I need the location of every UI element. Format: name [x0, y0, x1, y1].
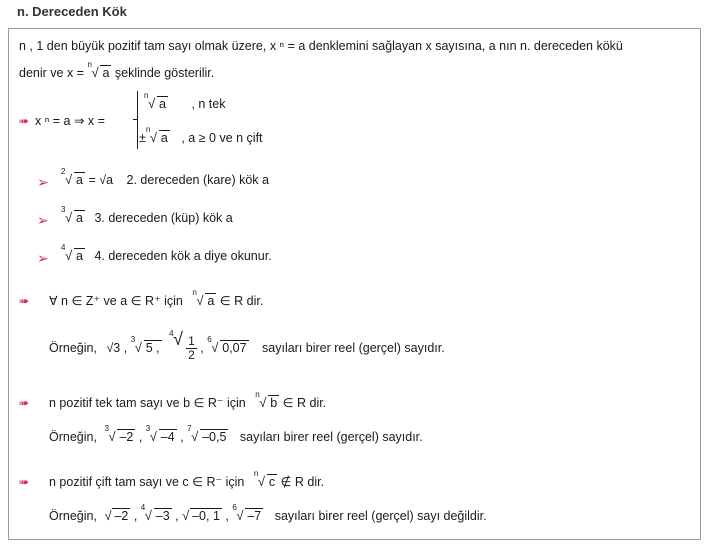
arrow-icon: ➠ [19, 294, 28, 308]
root-row-2: 2 √ a = √a 2. dereceden (kare) kök a [61, 167, 269, 187]
page-title: n. Dereceden Kök [17, 4, 127, 19]
intro-line-2 [19, 60, 215, 80]
case-row-1: n √ a , n tek [144, 91, 226, 111]
arrow-icon: ➠ [19, 114, 28, 128]
root-row-3: 3 √ a 3. dereceden (küp) kök a [61, 205, 233, 225]
intro-pre: denir ve x = [19, 66, 84, 80]
case-row-2: ± n √ a , a ≥ 0 ve n çift [139, 125, 263, 145]
example-3: Örneğin, √ –2 , 4 √ –3 , √ –0, 1 , 6 √ –7 sayıları birer reel (gerçel) sayı değildir. [49, 503, 487, 523]
rule-even: n pozitif çift tam sayı ve c ∈ R⁻ için n √ c ∉ R dir. [49, 469, 325, 489]
bullet-arrow-icon: ➢ [37, 212, 49, 228]
example-1: Örneğin, √3 , 3 √ 5 , 4 √ $\frac{1}{2}$ , 6 √ 0,07 sayıları birer reel (gerçel) sayıdır. [49, 329, 445, 362]
arrow-icon: ➠ [19, 475, 28, 489]
rule-positive: ∀ n ∈ Z⁺ ve a ∈ R⁺ için n √ a ∈ R dir. [49, 288, 264, 308]
intro-line-1: n , 1 den büyük pozitif tam sayı olmak üzere, x ⁿ = a denklemini sağlayan x sayısına, a nın n. dereceden kökü [19, 39, 623, 53]
example-2: Örneğin, 3 √ –2 , 3 √ –4 , 7 √ –0,5 sayıları birer reel (gerçel) sayıdır. [49, 424, 423, 444]
case-left: x ⁿ = a ⇒ x = [35, 114, 105, 128]
content-box [8, 28, 701, 540]
bullet-arrow-icon: ➢ [37, 250, 49, 266]
rule-odd: n pozitif tek tam sayı ve b ∈ R⁻ için n √ b ∈ R dir. [49, 390, 327, 410]
nth-root-expression: n √ a [87, 60, 110, 80]
bullet-arrow-icon: ➢ [37, 174, 49, 190]
root-row-4: 4 √ a 4. dereceden kök a diye okunur. [61, 243, 272, 263]
intro-post: şeklinde gösterilir. [114, 66, 215, 80]
arrow-icon: ➠ [19, 396, 28, 410]
